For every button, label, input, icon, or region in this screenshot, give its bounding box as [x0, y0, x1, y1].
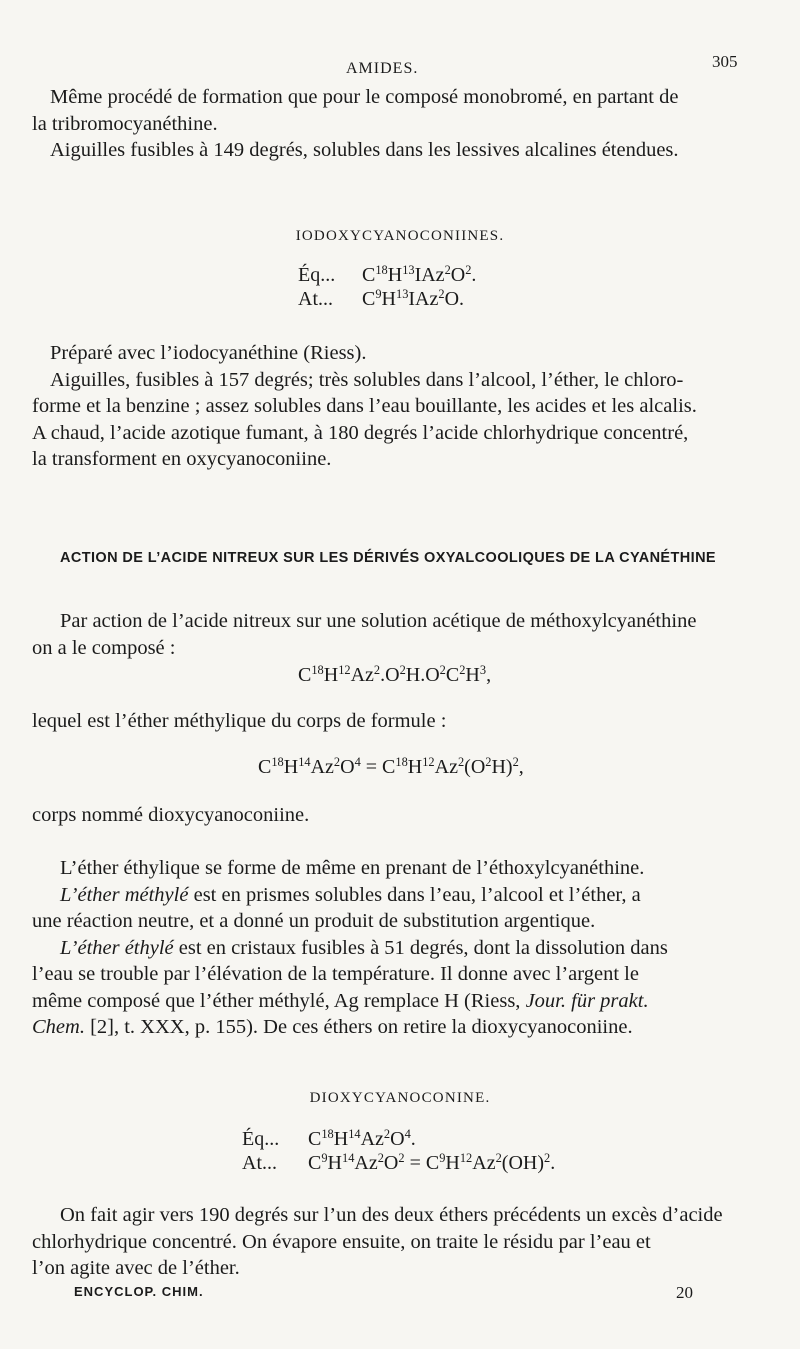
- formula-3: $C^{18}H^{12}Az^2.O^2H.O^2C^2H^3$,: [298, 663, 492, 686]
- text-line: Préparé avec l’iodocyanéthine (Riess).: [50, 342, 367, 364]
- text-line: Aiguilles, fusibles à 157 degrés; très solubles dans l’alcool, l’éther, le chloro-: [50, 368, 684, 391]
- formula-label-at: At...: [298, 288, 333, 310]
- text-line: On fait agir vers 190 degrés sur l’un des deux éthers précédents un excès d’acide: [60, 1204, 723, 1226]
- text-line: la tribromocyanéthine.: [32, 112, 218, 135]
- text-span: est en cristaux fusibles à 51 degrés, dont la dissolution dans: [173, 936, 668, 959]
- text-line: l’on agite avec de l’éther.: [32, 1257, 240, 1279]
- formula-label-at: At...: [242, 1152, 277, 1174]
- italic-citation: Chem.: [32, 1016, 85, 1038]
- paragraph-8: [32, 855, 750, 1041]
- paragraph-5: [32, 608, 750, 661]
- formula-label-eq: Éq...: [242, 1128, 280, 1150]
- formula-4: $C^{18}H^{14}Az^2O^4 = C^{18}H^{12}Az^2(O^2H)^2$,: [258, 755, 524, 778]
- text-line: forme et la benzine ; assez solubles dans l’eau bouillante, les acides et les alcalis.: [32, 395, 697, 417]
- italic-term: L’éther éthylé: [60, 936, 174, 959]
- heading-dioxycyanoconine: DIOXYCYANOCONINE.: [309, 1090, 491, 1106]
- text-span: [2], t. XXX, p. 155). De ces éthers on retire la dioxycyanoconiine.: [84, 1016, 633, 1038]
- paragraph-6: [32, 708, 750, 735]
- heading-iodoxycyanoconiines: IODOXYCYANOCONIINES.: [295, 228, 505, 244]
- text-line: [32, 1014, 750, 1041]
- text-line: lequel est l’éther méthylique du corps de formule :: [32, 710, 447, 732]
- text-line: chlorhydrique concentré. On évapore ensuite, on traite le résidu par l’eau et: [32, 1230, 651, 1253]
- text-line: A chaud, l’acide azotique fumant, à 180 degrés l’acide chlorhydrique concentré,: [32, 421, 689, 444]
- text-line: L’éther éthylique se forme de même en prenant de l’éthoxylcyanéthine.: [60, 857, 645, 879]
- formula-label-eq: Éq...: [298, 264, 336, 286]
- running-title: AMIDES.: [346, 60, 419, 77]
- footer-title: ENCYCLOP. CHIM.: [74, 1284, 204, 1299]
- text-line: la transforment en oxycyanoconiine.: [32, 448, 332, 470]
- text-line: [32, 988, 750, 1015]
- text-line: une réaction neutre, et a donné un produit de substitution argentique.: [32, 910, 596, 932]
- italic-citation: Jour. für prakt.: [525, 989, 649, 1012]
- text-span: même composé que l’éther méthylé, Ag remplace H (Riess,: [32, 989, 526, 1012]
- text-line: Aiguilles fusibles à 149 degrés, solubles dans les lessives alcalines étendues.: [50, 139, 679, 161]
- formula-2: $C^9H^{13}IAz^2O$.: [362, 287, 465, 310]
- formula-6: $C^9H^{14}Az^2O^2 = C^9H^{12}Az^2(OH)^2$.: [308, 1151, 556, 1174]
- paragraph-11: [32, 1202, 750, 1282]
- paragraph-1: [32, 84, 750, 164]
- text-line: corps nommé dioxycyanoconiine.: [32, 804, 310, 826]
- formula-5: $C^{18}H^{14}Az^2O^4$.: [308, 1127, 416, 1150]
- text-line: Même procédé de formation que pour le composé monobromé, en partant de: [50, 86, 679, 108]
- italic-term: L’éther méthylé: [60, 883, 189, 906]
- text-line: [32, 882, 750, 909]
- section-title: ACTION DE L’ACIDE NITREUX SUR LES DÉRIVÉS OXYALCOOLIQUES DE LA CYANÉTHINE: [60, 550, 717, 566]
- text-span: est en prismes solubles dans l’eau, l’alcool et l’éther, a: [188, 883, 641, 906]
- text-line: Par action de l’acide nitreux sur une solution acétique de méthoxylcyanéthine: [60, 610, 697, 632]
- text-line: on a le composé :: [32, 636, 176, 659]
- text-line: l’eau se trouble par l’élévation de la température. Il donne avec l’argent le: [32, 963, 639, 985]
- paragraph-3: [32, 340, 750, 473]
- paragraph-7: [32, 802, 750, 829]
- page-number: 305: [712, 52, 738, 71]
- text-line: [32, 935, 750, 962]
- formula-1: $C^{18}H^{13}IAz^2O^2$.: [362, 263, 477, 286]
- signature-number: 20: [676, 1283, 693, 1302]
